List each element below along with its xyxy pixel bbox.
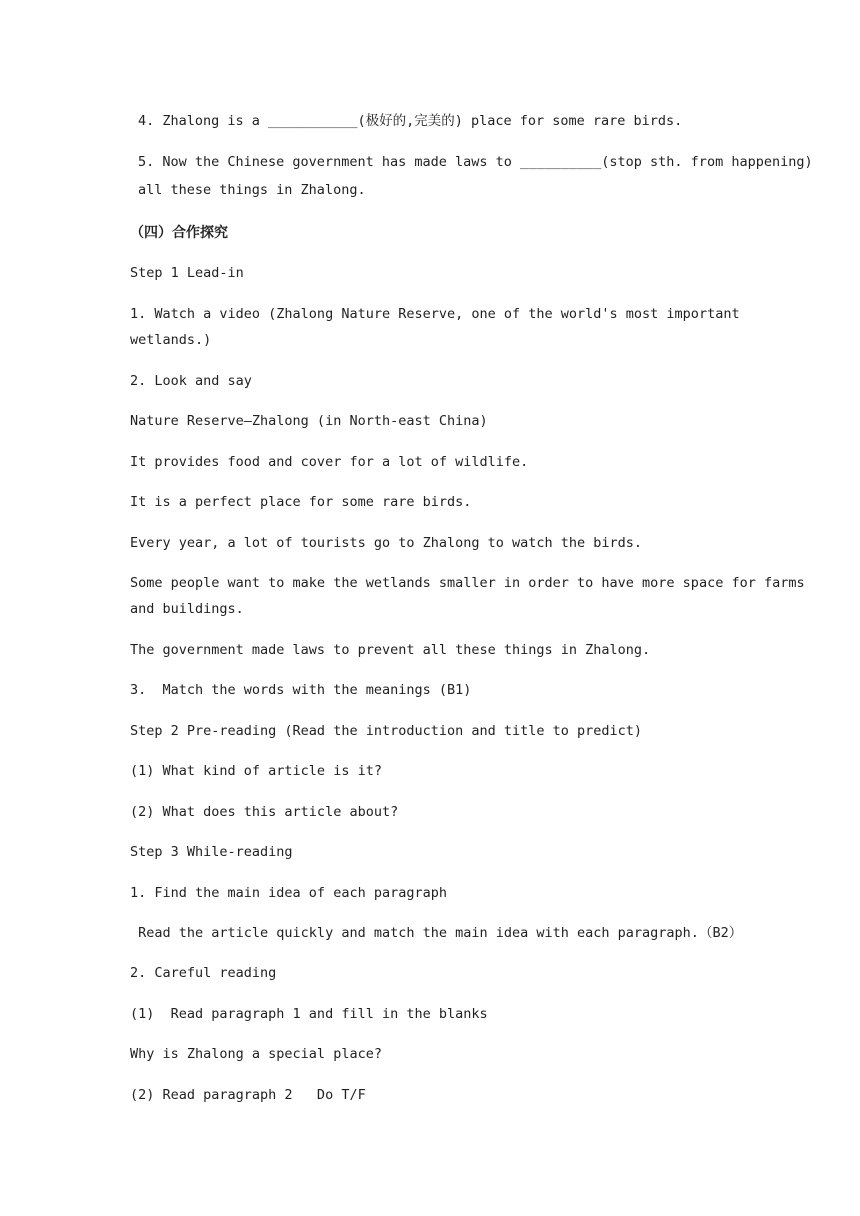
sentence-4-line1: Some people want to make the wetlands smaller in order to have more space for farms <box>130 575 805 591</box>
step-2-question-2: (2) What does this article about? <box>130 804 399 820</box>
step-3-item-2-2: (2) Read paragraph 2 Do T/F <box>130 1087 366 1103</box>
question-special-place: Why is Zhalong a special place? <box>130 1046 382 1062</box>
step-3-item-2-1: (1) Read paragraph 1 and fill in the blanks <box>130 1006 488 1022</box>
step-3-item-1: 1. Find the main idea of each paragraph <box>130 885 447 901</box>
step-3-item-1-detail: Read the article quickly and match the main idea with each paragraph.（B2） <box>130 925 743 941</box>
sentence-3: Every year, a lot of tourists go to Zhalong to watch the birds. <box>130 535 643 551</box>
sentence-1: It provides food and cover for a lot of wildlife. <box>130 454 529 470</box>
step-2-title: Step 2 Pre-reading (Read the introduction and title to predict) <box>130 723 643 739</box>
exercise-item-5-line1: 5. Now the Chinese government has made laws to __________(stop sth. from happening) <box>138 154 813 170</box>
step-1-title: Step 1 Lead-in <box>130 265 244 281</box>
step-3-item-2: 2. Careful reading <box>130 965 277 981</box>
step-1-item-1-line1: 1. Watch a video (Zhalong Nature Reserve, one of the world's most important <box>130 306 740 322</box>
sentence-2: It is a perfect place for some rare birds. <box>130 494 472 510</box>
step-1-item-1-line2: wetlands.) <box>130 332 212 348</box>
step-1-item-2: 2. Look and say <box>130 373 252 389</box>
section-heading: （四）合作探究 <box>130 225 228 241</box>
sentence-4-line2: and buildings. <box>130 601 244 617</box>
exercise-item-4: 4. Zhalong is a ___________(极好的,完美的) place for some rare birds. <box>138 113 683 129</box>
step-1-item-3: 3. Match the words with the meanings (B1) <box>130 682 472 698</box>
nature-reserve-line: Nature Reserve—Zhalong (in North-east China) <box>130 413 488 429</box>
step-2-question-1: (1) What kind of article is it? <box>130 763 382 779</box>
sentence-5: The government made laws to prevent all these things in Zhalong. <box>130 642 651 658</box>
step-3-title: Step 3 While-reading <box>130 844 293 860</box>
exercise-item-5-line2: all these things in Zhalong. <box>138 182 366 198</box>
